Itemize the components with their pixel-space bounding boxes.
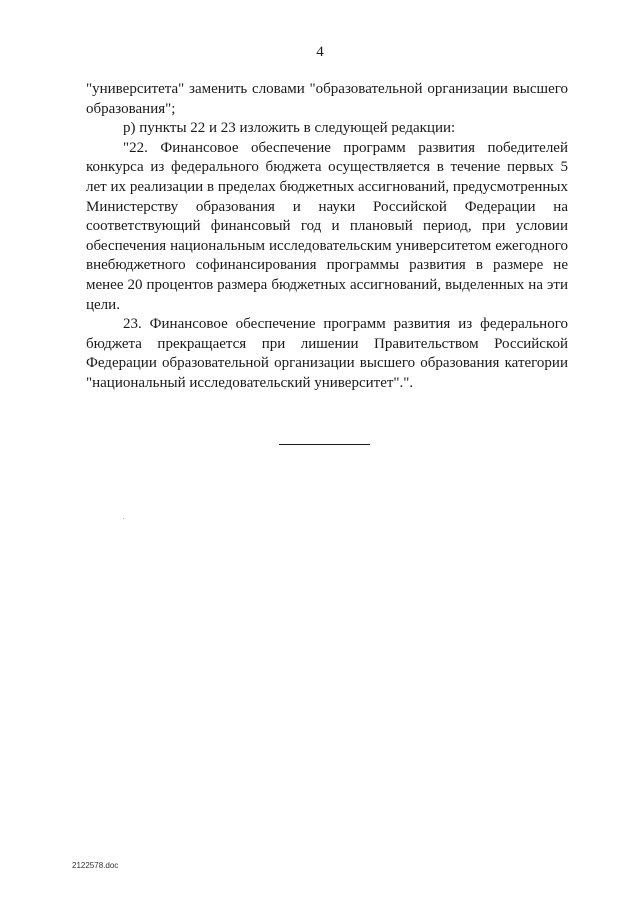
document-body: [86, 80, 568, 394]
paragraph-item-r: р) пункты 22 и 23 изложить в следующей редакции:: [123, 120, 456, 137]
scan-speck: [123, 518, 124, 519]
footer-file-name: 2122578.doc: [72, 861, 119, 870]
end-separator-line: [279, 444, 370, 445]
paragraph-continuation: "университета" заменить словами "образовательной организации высшего образования";: [86, 81, 568, 117]
paragraph-point-23: 23. Финансовое обеспечение программ развития из федерального бюджета прекращается при лишении Правительством Российской Федерации образовательной организации высшего образования категории "национальный исследовательский университет".".: [86, 316, 568, 391]
page-number: 4: [316, 44, 324, 60]
paragraph-point-22: "22. Финансовое обеспечение программ развития победителей конкурса из федерального бюджета осуществляется в течение первых 5 лет их реализации в пределах бюджетных ассигнований, предусмотренных Министерству образования и науки Российской Федерации на соответствующий финансовый год и плановый период, при условии обеспечения национальным исследовательским университетом ежегодного внебюджетного софинансирования программы развития в размере не менее 20 процентов размера бюджетных ассигнований, выделенных на эти цели.: [86, 139, 568, 313]
